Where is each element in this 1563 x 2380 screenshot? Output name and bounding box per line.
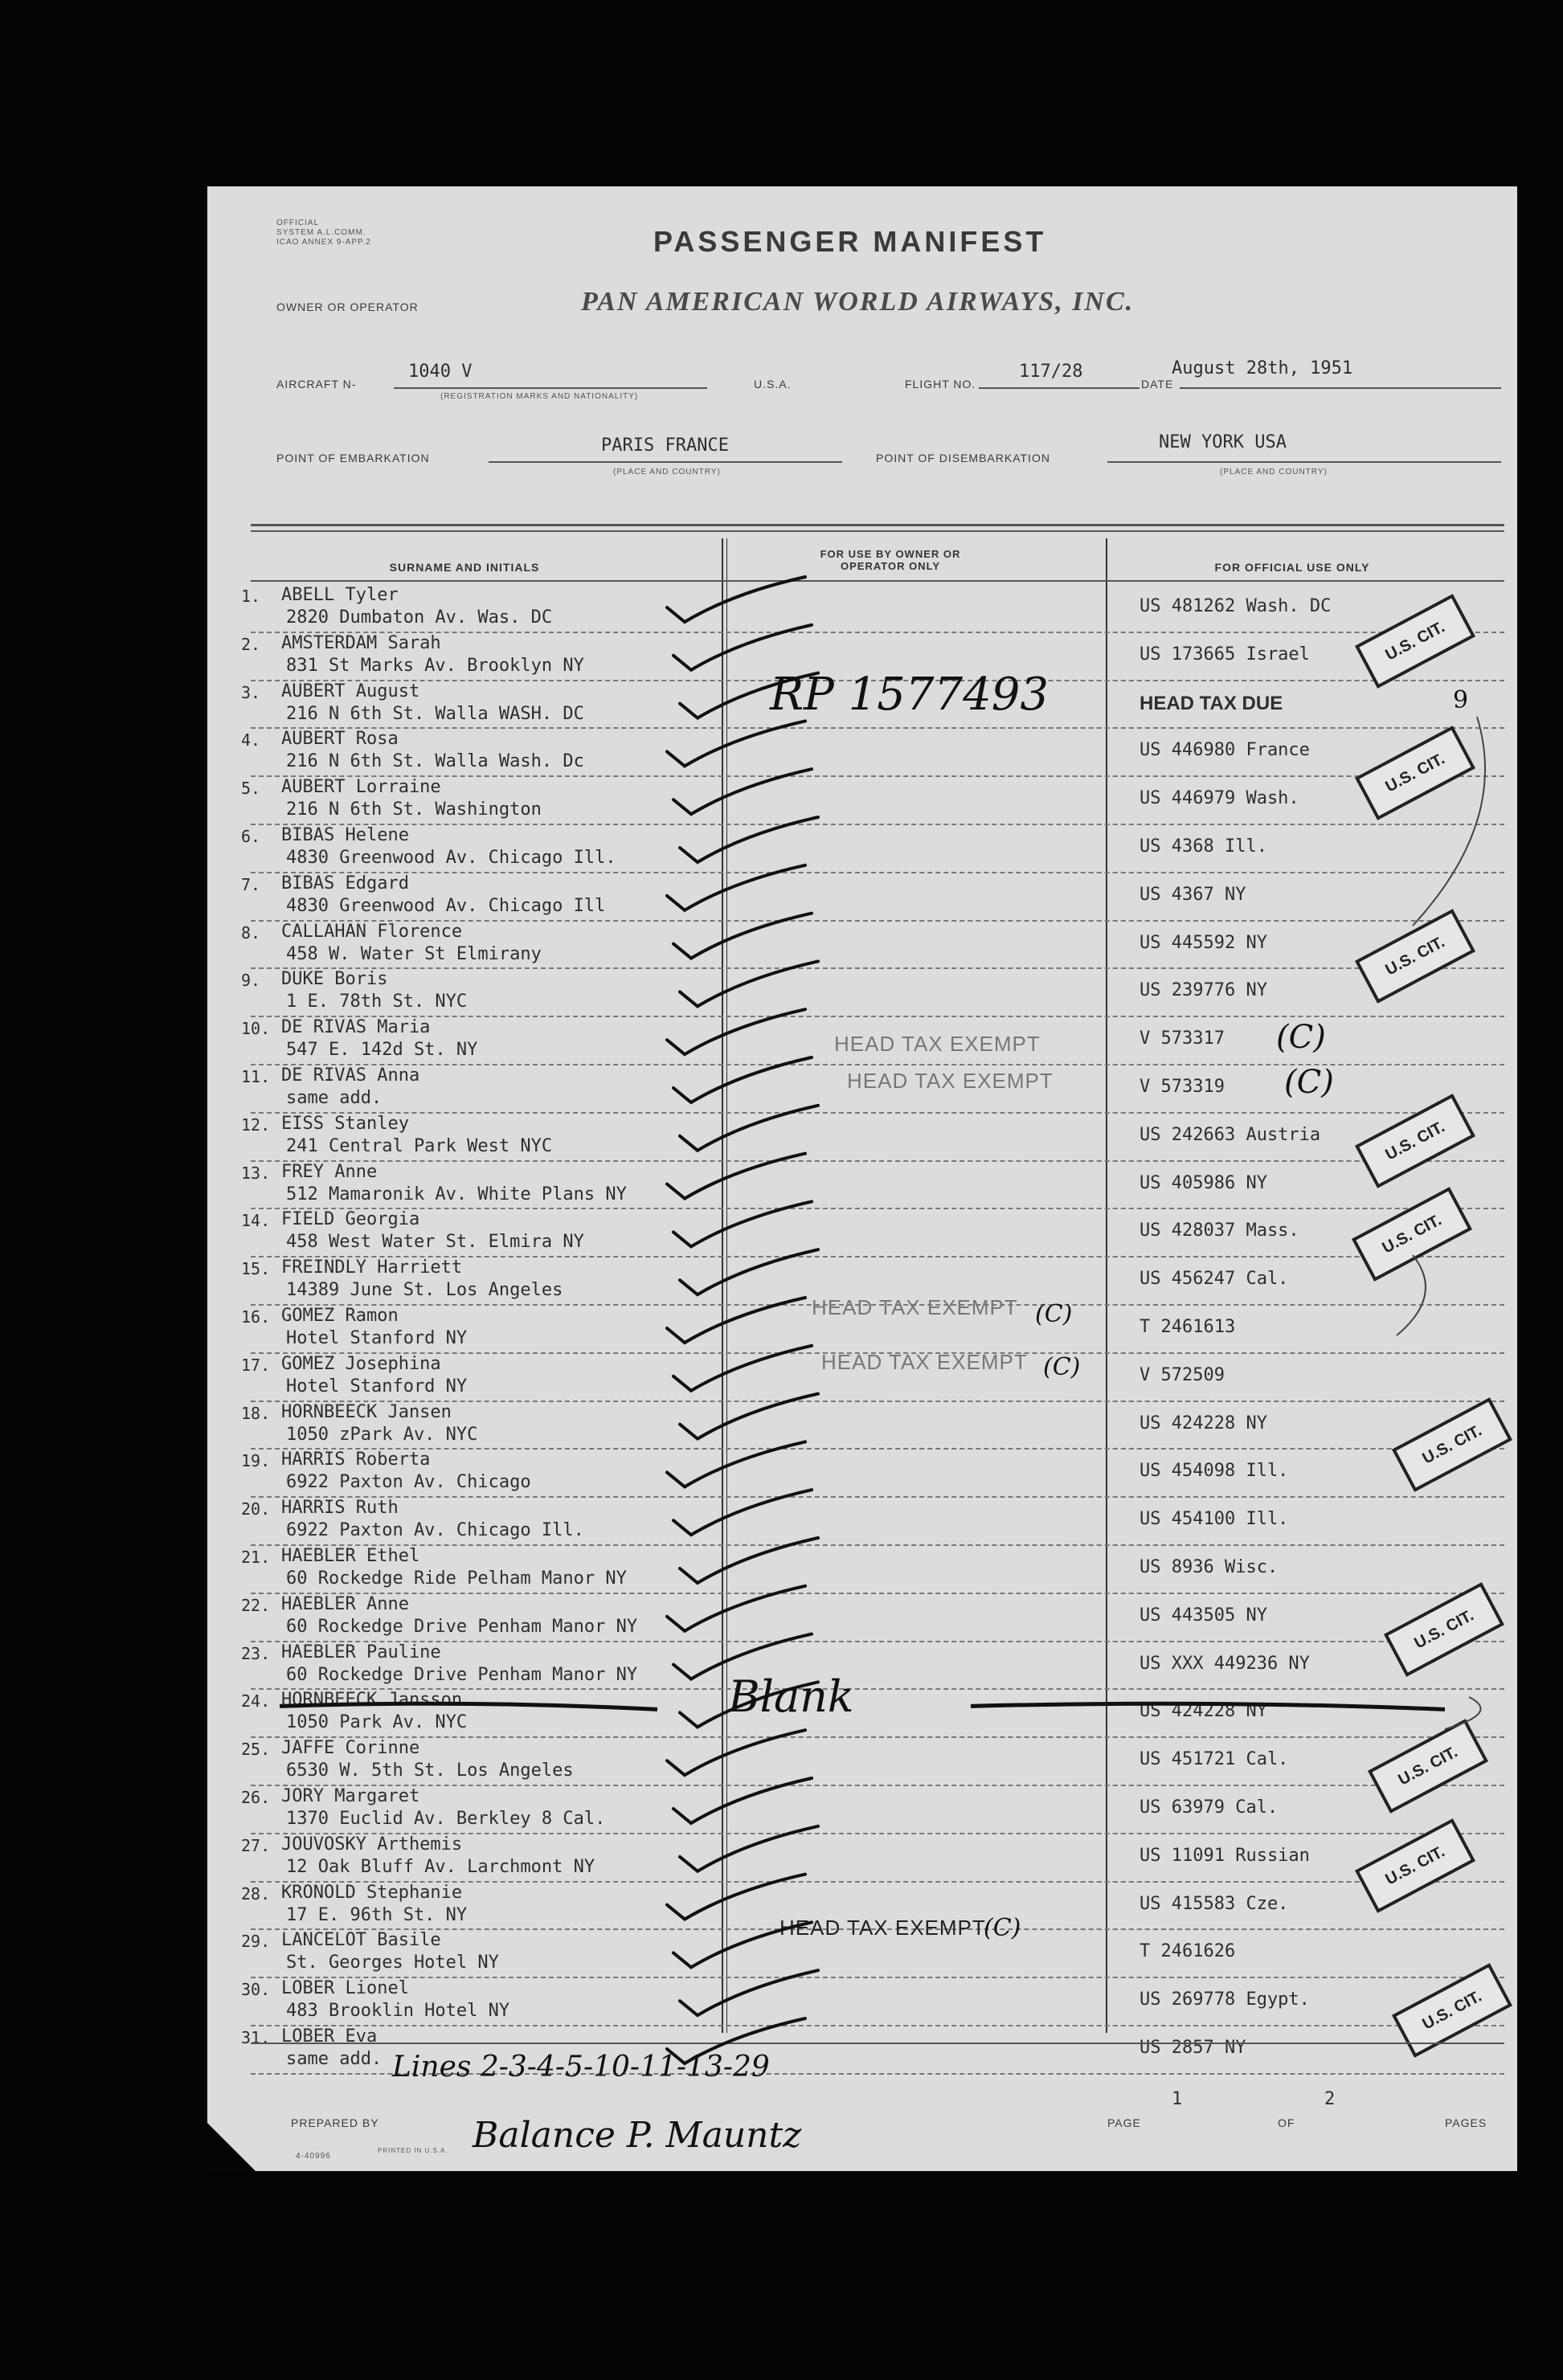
check-mark <box>673 914 812 959</box>
aircraft-value: 1040 V <box>408 362 473 382</box>
of-label: OF <box>1278 2116 1295 2129</box>
check-mark <box>680 1970 818 2015</box>
connector-line <box>1397 1255 1426 1335</box>
passenger-name: HORNBEECK Jansson <box>281 1690 463 1711</box>
check-mark <box>680 1249 818 1294</box>
row-number: 19. <box>241 1451 271 1471</box>
c-mark: (C) <box>1043 1353 1081 1381</box>
official-entry: US 451721 Cal. <box>1140 1749 1289 1770</box>
passenger-name: FREY Anne <box>281 1161 378 1182</box>
form-code: 4-40996 <box>296 2152 331 2161</box>
check-mark <box>673 625 812 670</box>
row-number: 27. <box>241 1835 271 1855</box>
passenger-address: 1050 Park Av. NYC <box>286 1712 468 1733</box>
passenger-name: AUBERT August <box>281 681 420 701</box>
official-entry: US 428037 Mass. <box>1140 1221 1299 1241</box>
passenger-address: 512 Mamaronik Av. White Plans NY <box>286 1184 627 1204</box>
passenger-address: 60 Rockedge Ride Pelham Manor NY <box>286 1568 627 1589</box>
check-mark <box>680 673 818 718</box>
check-mark <box>673 1778 812 1823</box>
stamp-us-cit: U.S. CIT. <box>1355 594 1475 689</box>
row-number: 9. <box>241 971 261 991</box>
passenger-name: JORY Margaret <box>281 1786 420 1806</box>
connector-line <box>1413 717 1485 926</box>
check-mark <box>667 1154 805 1199</box>
c-mark: (C) <box>1276 1019 1326 1056</box>
date-value: August 28th, 1951 <box>1172 358 1353 378</box>
check-mark <box>667 1298 805 1343</box>
check-mark <box>680 1106 818 1151</box>
passenger-name: HARRIS Roberta <box>281 1450 431 1470</box>
stamp-us-cit: U.S. CIT. <box>1355 1818 1475 1913</box>
stamp-head-tax-exempt: HEAD TAX EXEMPT <box>812 1295 1018 1319</box>
row-number: 28. <box>241 1883 271 1904</box>
row-number: 30. <box>241 1980 271 2000</box>
passenger-name: HAEBLER Ethel <box>281 1546 420 1566</box>
row-number: 15. <box>241 1259 271 1279</box>
col-header-owner: FOR USE BY OWNER OR OPERATOR ONLY <box>820 548 961 572</box>
c-mark: (C) <box>984 1914 1021 1942</box>
stamp-us-cit: U.S. CIT. <box>1384 1582 1504 1677</box>
row-number: 22. <box>241 1595 271 1615</box>
stamp-us-cit: U.S. CIT. <box>1392 1963 1512 2058</box>
row-number: 12. <box>241 1114 271 1135</box>
disembarkation-value: NEW YORK USA <box>1159 432 1287 452</box>
passenger-address: St. Georges Hotel NY <box>286 1953 499 1973</box>
official-entry: US 446979 Wash. <box>1140 788 1299 809</box>
official-entry: V 572509 <box>1140 1364 1225 1385</box>
passenger-address: 241 Central Park West NYC <box>286 1135 553 1156</box>
flight-label: FLIGHT NO. <box>905 378 976 391</box>
passenger-address: 216 N 6th St. Washington <box>286 799 542 820</box>
page-number: 1 <box>1172 2089 1183 2109</box>
stamp-us-cit: U.S. CIT. <box>1368 1719 1488 1814</box>
printed-mark: PRINTED IN U.S.A. <box>378 2147 448 2154</box>
check-mark <box>680 1826 818 1871</box>
row-number: 2. <box>241 634 261 654</box>
owner-label: OWNER OR OPERATOR <box>276 301 419 313</box>
stamp-us-cit: U.S. CIT. <box>1352 1187 1472 1282</box>
place-caption: (PLACE AND COUNTRY) <box>1220 468 1328 476</box>
official-entry: US 454098 Ill. <box>1140 1461 1289 1482</box>
page-label: PAGE <box>1107 2116 1141 2129</box>
row-number: 5. <box>241 779 261 799</box>
check-mark <box>680 1538 818 1583</box>
check-mark <box>667 577 805 622</box>
passenger-address: 17 E. 96th St. NY <box>286 1904 468 1925</box>
strike-line <box>971 1703 1445 1709</box>
check-mark <box>680 817 818 862</box>
official-entry: US 446980 France <box>1140 740 1310 761</box>
row-number: 8. <box>241 922 261 943</box>
passenger-name: CALLAHAN Florence <box>281 921 463 942</box>
date-label: DATE <box>1141 378 1174 391</box>
check-mark <box>673 1490 812 1535</box>
official-entry: V 573319 <box>1140 1077 1225 1097</box>
passenger-address: 6922 Paxton Av. Chicago <box>286 1472 531 1493</box>
check-mark <box>673 1922 812 1967</box>
row-number: 16. <box>241 1307 271 1327</box>
passenger-address: 216 N 6th St. Walla Wash. Dc <box>286 751 584 772</box>
official-entry: US 445592 NY <box>1140 932 1267 953</box>
check-mark <box>680 1394 818 1439</box>
check-mark <box>673 1634 812 1679</box>
icao-annex: ICAO ANNEX 9-APP.2 <box>276 238 371 247</box>
stamp-us-cit: U.S. CIT. <box>1355 909 1475 1004</box>
row-number: 23. <box>241 1643 271 1663</box>
passenger-name: DE RIVAS Maria <box>281 1017 431 1038</box>
stamp-us-cit: U.S. CIT. <box>1355 726 1475 820</box>
check-mark <box>680 1682 818 1727</box>
passenger-address: 1 E. 78th St. NYC <box>286 992 468 1012</box>
passenger-address: 2820 Dumbaton Av. Was. DC <box>286 607 553 628</box>
check-mark <box>673 769 812 814</box>
row-number: 25. <box>241 1740 271 1760</box>
passenger-name: GOMEZ Josephina <box>281 1353 441 1374</box>
passenger-name: LANCELOT Basile <box>281 1930 441 1951</box>
official-entry: US 11091 Russian <box>1140 1845 1310 1866</box>
pages-label: PAGES <box>1445 2116 1487 2129</box>
embarkation-label: POINT OF EMBARKATION <box>276 452 430 464</box>
prepared-by-label: PREPARED BY <box>291 2116 379 2129</box>
row-number: 29. <box>241 1932 271 1952</box>
passenger-address: same add. <box>286 1088 383 1108</box>
official-entry: T 2461613 <box>1140 1317 1236 1337</box>
operator-name: PAN AMERICAN WORLD AIRWAYS, INC. <box>581 287 1135 317</box>
stamp-us-cit: U.S. CIT. <box>1355 1094 1475 1188</box>
row-number: 21. <box>241 1548 271 1567</box>
strike-line <box>280 1703 657 1709</box>
row-number: 1. <box>241 587 261 606</box>
check-mark <box>673 1346 812 1391</box>
lines-note-handwritten: Lines 2-3-4-5-10-11-13-29 <box>392 2051 770 2084</box>
passenger-address: 6922 Paxton Av. Chicago Ill. <box>286 1520 584 1541</box>
aircraft-label: AIRCRAFT N- <box>276 378 357 391</box>
passenger-name: HAEBLER Pauline <box>281 1642 441 1662</box>
passenger-address: Hotel Stanford NY <box>286 1376 468 1397</box>
embarkation-value: PARIS FRANCE <box>601 436 729 456</box>
check-mark <box>667 721 805 766</box>
passenger-address: 1050 zPark Av. NYC <box>286 1424 478 1445</box>
page-total: 2 <box>1324 2089 1336 2109</box>
passenger-name: FIELD Georgia <box>281 1209 420 1230</box>
check-mark <box>667 1875 805 1920</box>
passenger-name: LOBER Eva <box>281 2026 378 2047</box>
official-entry: US 269778 Egypt. <box>1140 1989 1310 2010</box>
stamp-head-tax-exempt: HEAD TAX EXEMPT <box>834 1032 1041 1056</box>
stamp-head-tax-exempt: HEAD TAX EXEMPT <box>847 1069 1054 1093</box>
passenger-address: 547 E. 142d St. NY <box>286 1040 478 1061</box>
check-mark <box>667 1730 805 1775</box>
row-number: 18. <box>241 1403 271 1423</box>
ticket-number-handwritten: RP 1577493 <box>770 669 1050 721</box>
official-entry: US 242663 Austria <box>1140 1124 1321 1145</box>
stamp-us-cit: U.S. CIT. <box>1392 1397 1512 1492</box>
official-code: OFFICIAL <box>276 219 320 227</box>
passenger-name: HORNBEECK Jansen <box>281 1401 452 1422</box>
passenger-name: JAFFE Corinne <box>281 1738 420 1759</box>
passenger-address: 6530 W. 5th St. Los Angeles <box>286 1760 574 1781</box>
check-mark <box>680 961 818 1006</box>
row-number: 3. <box>241 682 261 702</box>
check-mark <box>667 1586 805 1631</box>
balance-note-handwritten: Balance P. Mauntz <box>473 2115 802 2156</box>
row-number: 7. <box>241 874 261 894</box>
row-number: 11. <box>241 1067 271 1086</box>
official-entry: US 424228 NY <box>1140 1701 1267 1722</box>
passenger-address: same add. <box>286 2049 383 2069</box>
row-number: 17. <box>241 1355 271 1375</box>
row-number: 6. <box>241 827 261 846</box>
stamp-head-tax-exempt: HEAD TAX EXEMPT <box>779 1916 986 1940</box>
official-entry: US XXX 449236 NY <box>1140 1653 1310 1674</box>
passenger-name: GOMEZ Ramon <box>281 1306 399 1326</box>
place-caption: (PLACE AND COUNTRY) <box>613 468 721 476</box>
passenger-address: 14389 June St. Los Angeles <box>286 1280 563 1301</box>
col-header-surname: SURNAME AND INITIALS <box>389 561 540 574</box>
row-number: 13. <box>241 1163 271 1183</box>
passenger-name: BIBAS Helene <box>281 825 409 845</box>
official-entry: US 456247 Cal. <box>1140 1269 1289 1290</box>
row-number: 4. <box>241 730 261 750</box>
passenger-name: EISS Stanley <box>281 1113 409 1134</box>
check-mark <box>667 865 805 910</box>
check-mark <box>667 1441 805 1486</box>
count-handwritten: 9 <box>1453 686 1469 714</box>
row-number: 31. <box>241 2028 271 2047</box>
stamp-head-tax-exempt: HEAD TAX EXEMPT <box>821 1350 1028 1374</box>
passenger-name: BIBAS Edgard <box>281 873 409 894</box>
passenger-name: HARRIS Ruth <box>281 1498 399 1519</box>
check-mark <box>667 1009 805 1054</box>
passenger-address: 60 Rockedge Drive Penham Manor NY <box>286 1616 638 1637</box>
passenger-name: DE RIVAS Anna <box>281 1065 420 1086</box>
passenger-name: AMSTERDAM Sarah <box>281 632 441 653</box>
official-entry: US 454100 Ill. <box>1140 1509 1289 1530</box>
row-number: 14. <box>241 1211 271 1231</box>
official-entry: US 424228 NY <box>1140 1413 1267 1433</box>
passenger-address: 483 Brooklin Hotel NY <box>286 2001 510 2022</box>
official-entry: V 573317 <box>1140 1028 1225 1049</box>
official-entry: US 4368 Ill. <box>1140 836 1267 857</box>
passenger-address: 458 West Water St. Elmira NY <box>286 1232 584 1253</box>
official-entry: US 443505 NY <box>1140 1605 1267 1626</box>
passenger-address: 1370 Euclid Av. Berkley 8 Cal. <box>286 1809 606 1829</box>
passenger-address: 458 W. Water St Elmirany <box>286 943 542 964</box>
c-mark: (C) <box>1035 1300 1073 1328</box>
passenger-name: KRONOLD Stephanie <box>281 1882 463 1903</box>
official-entry: US 8936 Wisc. <box>1140 1557 1279 1577</box>
official-entry: US 2857 NY <box>1140 2038 1246 2058</box>
passenger-name: HAEBLER Anne <box>281 1593 409 1614</box>
col-header-official: FOR OFFICIAL USE ONLY <box>1214 561 1370 574</box>
passenger-name: DUKE Boris <box>281 969 388 990</box>
check-mark <box>673 1057 812 1102</box>
flight-value: 117/28 <box>1019 362 1083 382</box>
passenger-address: 216 N 6th St. Walla WASH. DC <box>286 703 584 724</box>
official-entry: US 415583 Cze. <box>1140 1893 1289 1914</box>
check-marks-layer <box>207 186 1517 2171</box>
row-number: 26. <box>241 1788 271 1807</box>
official-entry: US 239776 NY <box>1140 980 1267 1001</box>
passenger-name: JOUVOSKY Arthemis <box>281 1834 463 1855</box>
passenger-name: FREINDLY Harriett <box>281 1257 463 1278</box>
passenger-name: ABELL Tyler <box>281 585 399 605</box>
usa-label: U.S.A. <box>754 378 792 391</box>
row-number: 24. <box>241 1691 271 1711</box>
passenger-address: 12 Oak Bluff Av. Larchmont NY <box>286 1856 595 1877</box>
blank-handwritten: Blank <box>728 1671 854 1722</box>
connector-line <box>1445 1697 1481 1729</box>
row-number: 10. <box>241 1019 271 1039</box>
passenger-address: Hotel Stanford NY <box>286 1328 468 1348</box>
official-entry: US 173665 Israel <box>1140 644 1310 665</box>
official-entry: US 63979 Cal. <box>1140 1797 1279 1818</box>
official-entry: T 2461626 <box>1140 1941 1236 1962</box>
row-number: 20. <box>241 1499 271 1519</box>
passenger-address: 4830 Greenwood Av. Chicago Ill <box>286 895 606 916</box>
passenger-address: 4830 Greenwood Av. Chicago Ill. <box>286 848 616 868</box>
passenger-name: LOBER Lionel <box>281 1978 409 1999</box>
check-mark <box>667 2018 805 2063</box>
system-code: SYSTEM A.L.COMM. <box>276 228 366 237</box>
disembarkation-label: POINT OF DISEMBARKATION <box>876 452 1050 464</box>
passenger-address: 831 St Marks Av. Brooklyn NY <box>286 655 584 676</box>
page-title: PASSENGER MANIFEST <box>653 225 1047 258</box>
check-mark <box>673 1201 812 1246</box>
official-entry: US 4367 NY <box>1140 884 1246 905</box>
passenger-address: 60 Rockedge Drive Penham Manor NY <box>286 1664 638 1685</box>
official-entry: US 405986 NY <box>1140 1172 1267 1193</box>
passenger-name: AUBERT Rosa <box>281 729 399 750</box>
official-entry: US 481262 Wash. DC <box>1140 596 1332 616</box>
manifest-sheet <box>207 186 1517 2171</box>
c-mark: (C) <box>1284 1064 1334 1101</box>
registration-caption: (REGISTRATION MARKS AND NATIONALITY) <box>440 392 639 401</box>
passenger-name: AUBERT Lorraine <box>281 777 441 798</box>
official-entry: HEAD TAX DUE <box>1140 692 1283 714</box>
